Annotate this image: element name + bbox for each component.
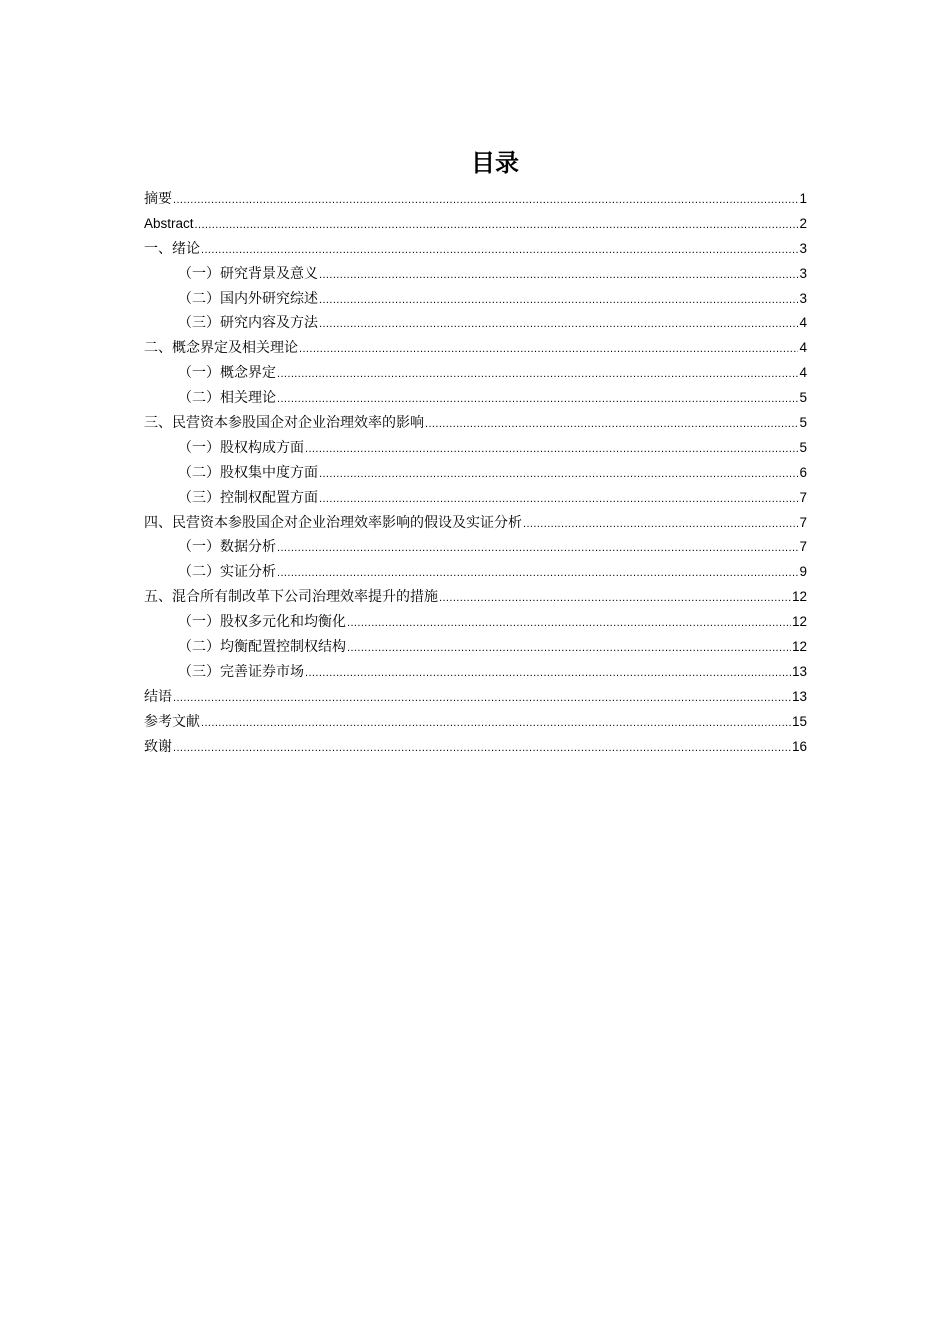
toc-entry[interactable] (144, 535, 807, 560)
toc-entry-page-number: 12 (791, 614, 807, 630)
toc-title: 目录 (471, 149, 519, 177)
toc-dot-leader (305, 437, 798, 462)
toc-entry[interactable] (144, 685, 807, 710)
toc-dot-leader (347, 636, 791, 661)
toc-entry-page-number: 3 (799, 290, 807, 306)
toc-dot-leader (277, 362, 798, 387)
toc-entry[interactable] (144, 386, 807, 411)
toc-entry-page-number: 3 (799, 265, 807, 281)
toc-entry-label: （二）国内外研究综述 (178, 290, 318, 307)
toc-entry-label: 参考文献 (144, 713, 200, 730)
toc-entry[interactable] (144, 610, 807, 635)
toc-entry-page-number: 15 (791, 713, 807, 729)
toc-entry-page-number: 12 (791, 589, 807, 605)
toc-entry-label: 一、绪论 (144, 240, 200, 257)
toc-entry[interactable] (144, 237, 807, 262)
toc-entry-label: 致谢 (144, 738, 172, 755)
toc-entry-label: （一）股权多元化和均衡化 (178, 614, 346, 631)
toc-dot-leader (319, 288, 798, 313)
toc-entry-label: 结语 (144, 688, 172, 705)
toc-entry-label: （一）概念界定 (178, 365, 276, 382)
toc-dot-leader (173, 686, 791, 711)
toc-dot-leader (277, 536, 798, 561)
toc-entry-page-number: 7 (799, 539, 807, 555)
toc-entry[interactable] (144, 486, 807, 511)
toc-entry-page-number: 7 (799, 489, 807, 505)
toc-dot-leader (305, 661, 791, 686)
toc-dot-leader (195, 213, 799, 238)
toc-entry[interactable] (144, 411, 807, 436)
toc-entry[interactable] (144, 560, 807, 585)
toc-dot-leader (439, 586, 791, 611)
toc-entry-page-number: 9 (799, 564, 807, 580)
toc-entry[interactable] (144, 436, 807, 461)
toc-entry[interactable] (144, 287, 807, 312)
toc-entry[interactable] (144, 336, 807, 361)
toc-entry[interactable] (144, 735, 807, 760)
toc-entry-label: （一）研究背景及意义 (178, 265, 318, 282)
toc-entry[interactable] (144, 635, 807, 660)
toc-entry[interactable] (144, 212, 807, 237)
toc-entry-page-number: 6 (799, 464, 807, 480)
toc-entry[interactable] (144, 187, 807, 212)
toc-dot-leader (277, 387, 798, 412)
toc-entry-page-number: 1 (799, 191, 807, 206)
toc-entry-page-number: 5 (799, 390, 807, 406)
toc-dot-leader (319, 312, 798, 337)
toc-entry-page-number: 3 (799, 240, 807, 256)
toc-entry-label: （三）研究内容及方法 (178, 315, 318, 332)
toc-entry-page-number: 12 (791, 639, 807, 655)
toc-dot-leader (319, 487, 798, 512)
toc-entry-page-number: 16 (791, 738, 807, 754)
toc-entry[interactable] (144, 311, 807, 336)
toc-entry[interactable] (144, 660, 807, 685)
toc-entry-page-number: 13 (791, 663, 807, 679)
toc-dot-leader (425, 412, 798, 437)
toc-entry-label: 四、民营资本参股国企对企业治理效率影响的假设及实证分析 (144, 514, 522, 531)
toc-entry-label: （二）相关理论 (178, 390, 276, 407)
toc-entry-page-number: 4 (799, 315, 807, 331)
toc-entry-page-number: 4 (799, 340, 807, 356)
toc-entry-label: （二）实证分析 (178, 564, 276, 581)
toc-entry[interactable] (144, 461, 807, 486)
toc-entry[interactable] (144, 262, 807, 287)
toc-entry-label: （二）均衡配置控制权结构 (178, 639, 346, 656)
toc-dot-leader (201, 711, 791, 736)
toc-entry-label: （三）完善证券市场 (178, 663, 304, 680)
toc-entry-label: 五、混合所有制改革下公司治理效率提升的措施 (144, 589, 438, 606)
toc-entry-label: （一）数据分析 (178, 539, 276, 556)
toc-entry-label: （一）股权构成方面 (178, 439, 304, 456)
toc-dot-leader (277, 561, 798, 586)
toc-entry-page-number: 13 (791, 688, 807, 704)
toc-entry-label: （三）控制权配置方面 (178, 489, 318, 506)
toc-entry[interactable] (144, 361, 807, 386)
toc-entry-label: Abstract (144, 215, 194, 231)
toc-list (144, 187, 807, 759)
toc-entry-label: 二、概念界定及相关理论 (144, 340, 298, 357)
toc-entry-label: 摘要 (144, 191, 172, 207)
toc-entry-label: 三、民营资本参股国企对企业治理效率的影响 (144, 415, 424, 432)
toc-dot-leader (173, 188, 798, 213)
toc-entry[interactable] (144, 585, 807, 610)
toc-entry-page-number: 4 (799, 365, 807, 381)
toc-dot-leader (173, 736, 791, 761)
toc-entry[interactable] (144, 511, 807, 536)
toc-dot-leader (299, 337, 798, 362)
toc-dot-leader (319, 462, 798, 487)
toc-entry-page-number: 7 (799, 514, 807, 530)
toc-dot-leader (319, 263, 798, 288)
toc-entry-page-number: 5 (799, 439, 807, 455)
toc-entry-page-number: 5 (799, 415, 807, 431)
toc-dot-leader (201, 238, 798, 263)
toc-dot-leader (347, 611, 791, 636)
toc-entry-page-number: 2 (799, 215, 807, 231)
toc-entry-label: （二）股权集中度方面 (178, 464, 318, 481)
toc-dot-leader (523, 512, 798, 537)
toc-entry[interactable] (144, 710, 807, 735)
